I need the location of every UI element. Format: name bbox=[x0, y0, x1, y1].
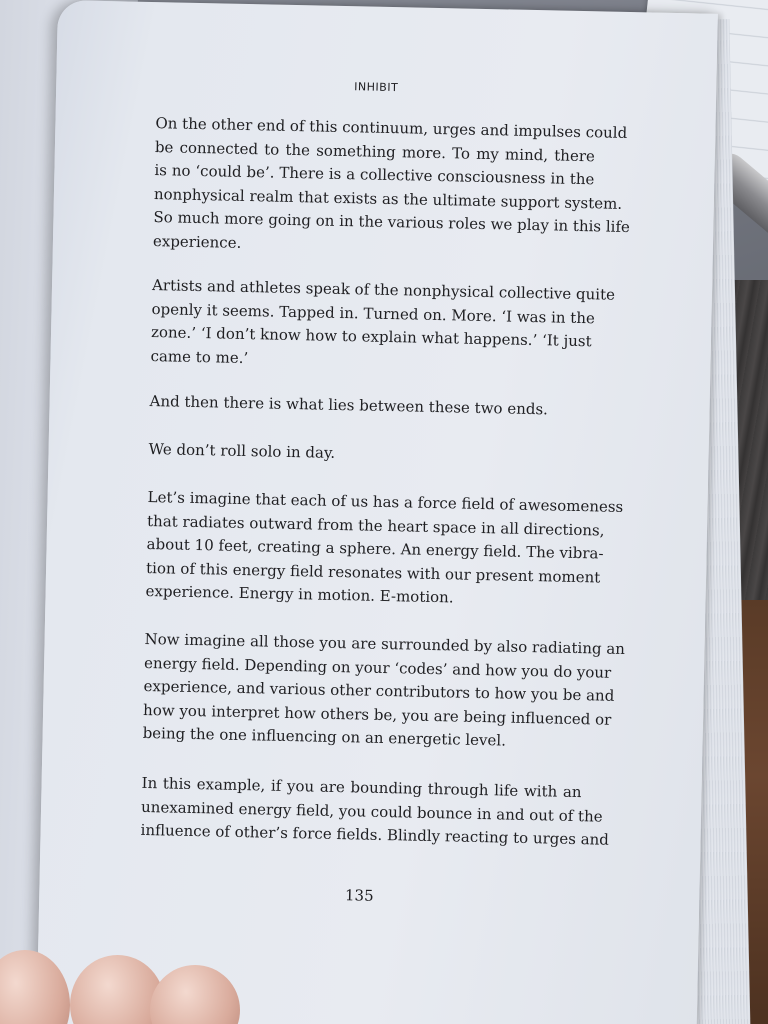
text-line: experience. bbox=[152, 231, 242, 252]
text-line: is no ‘could be’. There is a collective consciousness in the bbox=[154, 161, 595, 189]
text-line: influence of other’s force fields. Blindly reacting to urges and bbox=[140, 820, 610, 849]
text-line: Let’s imagine that each of us has a force field of awesomeness bbox=[147, 487, 624, 516]
text-line: that radiates outward from the heart space in all directions, bbox=[146, 511, 605, 540]
paragraph-1 bbox=[152, 112, 631, 262]
text-line: We don’t roll solo in day. bbox=[148, 439, 336, 462]
text-line: unexamined energy field, you could bounce in and out of the bbox=[140, 797, 603, 826]
text-line: energy field. Depending on your ‘codes’ and how you do your bbox=[143, 653, 612, 682]
paragraph-3 bbox=[149, 390, 589, 423]
text-line: about 10 feet, creating a sphere. An energy field. The vibra- bbox=[146, 534, 604, 563]
text-line: how you interpret how others be, you are being influenced or bbox=[142, 700, 612, 729]
page-content bbox=[140, 62, 631, 905]
text-line: experience. Energy in motion. E-motion. bbox=[145, 581, 454, 607]
page-number: 135 bbox=[344, 886, 374, 905]
text-line: openly it seems. Tapped in. Turned on. More. ‘I was in the bbox=[151, 299, 596, 327]
text-line: came to me.’ bbox=[150, 346, 249, 367]
paragraph-6 bbox=[142, 628, 626, 755]
text-line: experience, and various other contributors to how you be and bbox=[143, 676, 615, 705]
text-line: tion of this energy field resonates with our present moment bbox=[145, 558, 601, 586]
text-line: zone.’ ‘I don’t know how to explain what happens.’ ‘It just bbox=[150, 323, 592, 351]
text-line: In this example, if you are bounding through life with an bbox=[141, 773, 582, 802]
text-line: Artists and athletes speak of the nonphysical collective quite bbox=[151, 276, 616, 304]
book-page bbox=[36, 0, 718, 1024]
running-head: INHIBIT bbox=[354, 80, 399, 95]
text-line: On the other end of this continuum, urges and impulses could bbox=[155, 114, 628, 142]
text-line: And then there is what lies between these two ends. bbox=[149, 392, 549, 419]
text-line: being the one influencing on an energetic level. bbox=[142, 723, 507, 750]
paragraph-4 bbox=[148, 438, 588, 471]
text-line: be connected to the something more. To my mind, there bbox=[154, 137, 596, 165]
paragraph-2 bbox=[150, 274, 616, 377]
text-line: nonphysical realm that exists as the ultimate support system. bbox=[153, 184, 623, 213]
text-line: So much more going on in the various roles we play in this life bbox=[153, 208, 631, 237]
text-line: Now imagine all those you are surrounded by also radiating an bbox=[144, 629, 626, 659]
paragraph-7 bbox=[140, 772, 610, 852]
paragraph-5 bbox=[145, 486, 624, 613]
